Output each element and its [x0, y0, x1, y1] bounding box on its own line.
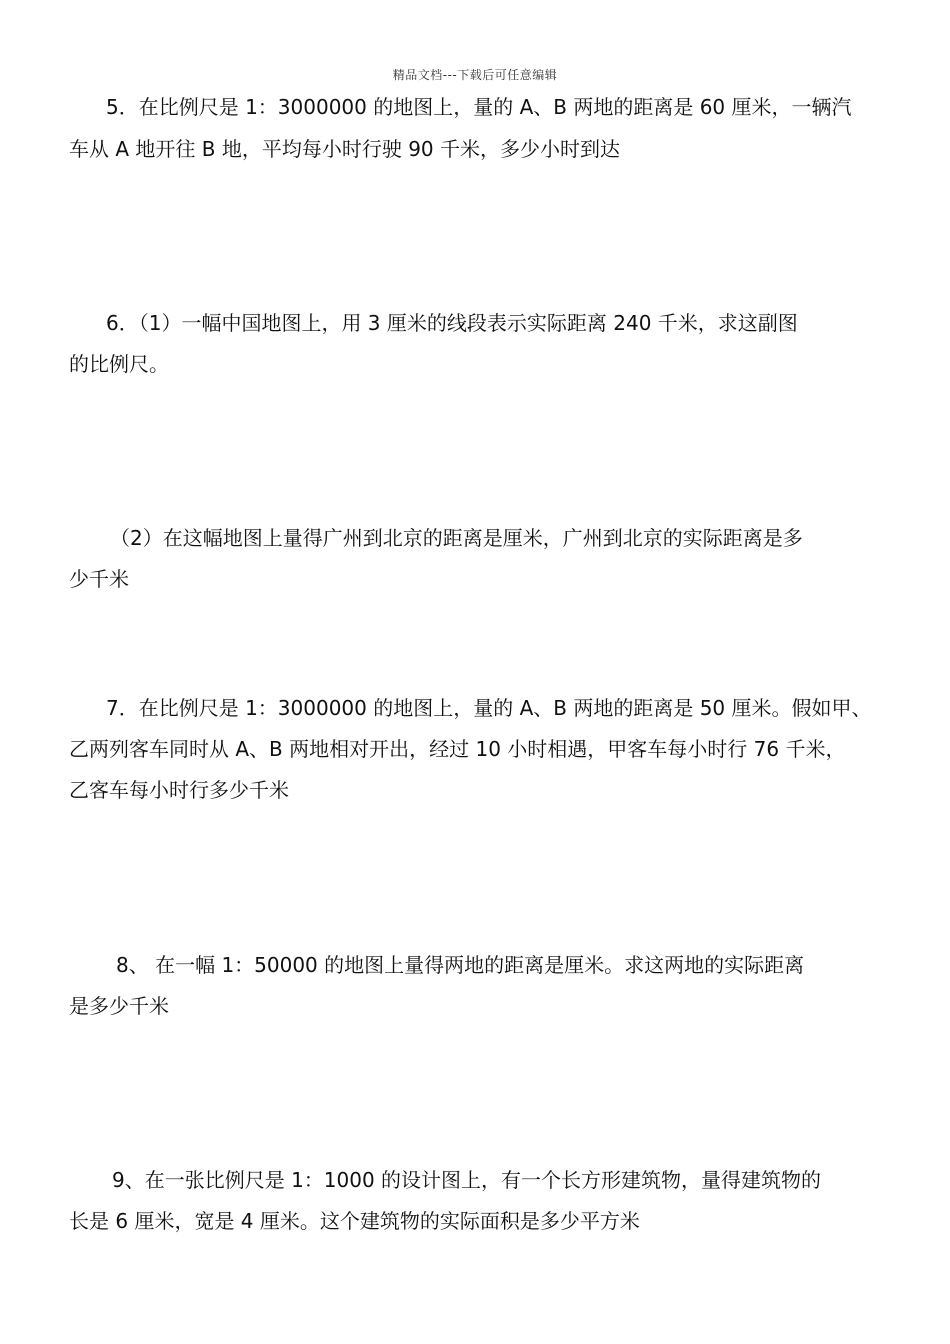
question-6-part-2-line-1: （2）在这幅地图上量得广州到北京的距离是厘米，广州到北京的实际距离是多 [110, 526, 803, 550]
question-8-line-2: 是多少千米 [69, 994, 169, 1018]
question-5-line-2: 车从 A 地开往 B 地，平均每小时行驶 90 千米，多少小时到达 [69, 137, 620, 161]
question-9-line-2: 长是 6 厘米，宽是 4 厘米。这个建筑物的实际面积是多少平方米 [69, 1209, 640, 1233]
question-6-part-2-line-2: 少千米 [69, 567, 129, 591]
question-7-line-2: 乙两列客车同时从 A、B 两地相对开出，经过 10 小时相遇，甲客车每小时行 76 千米， [69, 737, 846, 761]
question-6-part-1-line-1: 6．（1）一幅中国地图上，用 3 厘米的线段表示实际距离 240 千米，求这副图 [106, 311, 798, 335]
question-8-line-1: 8、 在一幅 1：50000 的地图上量得两地的距离是厘米。求这两地的实际距离 [116, 953, 805, 977]
question-7-line-1: 7．在比例尺是 1：3000000 的地图上，量的 A、B 两地的距离是 50 厘米。假如甲、 [106, 696, 872, 720]
question-9-line-1: 9、在一张比例尺是 1：1000 的设计图上，有一个长方形建筑物，量得建筑物的 [112, 1168, 822, 1192]
question-7-line-3: 乙客车每小时行多少千米 [69, 778, 289, 802]
page-header: 精品文档---下载后可任意编辑 [392, 68, 558, 82]
question-5-line-1: 5．在比例尺是 1：3000000 的地图上，量的 A、B 两地的距离是 60 厘米，一辆汽 [106, 95, 852, 119]
question-6-part-1-line-2: 的比例尺。 [69, 352, 169, 376]
